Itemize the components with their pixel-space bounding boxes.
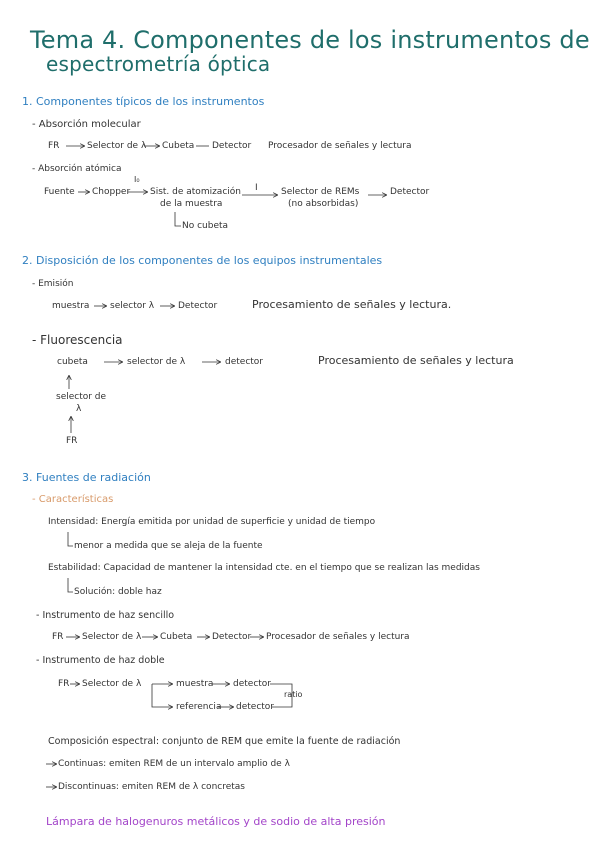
fl-flow-selector: selector de λ [127,357,186,367]
am-flow-fr: FR [48,141,60,151]
hs-flow-cubeta: Cubeta [160,632,193,642]
absorcion-molecular-label: - Absorción molecular [32,119,141,130]
estabilidad-text: Estabilidad: Capacidad de mantener la intensidad cte. en el tiempo que se realizan las medidas [48,563,480,573]
em-flow-muestra: muestra [52,301,90,311]
hd-ratio: ratio [284,690,303,699]
emision-label: - Emisión [32,279,74,289]
em-processor: Procesamiento de señales y lectura. [252,298,452,311]
lampara-text: Lámpara de halogenuros metálicos y de sodio de alta presión [46,815,386,828]
intensidad-text: Intensidad: Energía emitida por unidad de superficie y unidad de tiempo [48,517,376,527]
estabilidad-sub: Solución: doble haz [74,587,162,597]
fl-flow-cubeta: cubeta [57,357,88,367]
aa-i: I [255,183,258,193]
page-title-line2: espectrometría óptica [46,52,271,76]
fl-selector-line2: λ [76,404,82,414]
aa-detector: Detector [390,187,430,197]
fluorescencia-label: - Fluorescencia [32,333,123,347]
am-processor: Procesador de señales y lectura [268,141,412,151]
aa-fuente: Fuente [44,187,75,197]
fl-fr: FR [66,436,78,446]
aa-i0: I₀ [134,175,140,184]
composicion-text: Composición espectral: conjunto de REM que emite la fuente de radiación [48,736,401,747]
aa-selector-line2: (no absorbidas) [288,199,359,209]
hd-selector: Selector de λ [82,679,142,689]
fl-flow-detector: detector [225,357,263,367]
discontinuas-text: Discontinuas: emiten REM de λ concretas [58,782,245,792]
haz-doble-label: - Instrumento de haz doble [36,655,165,666]
hs-flow-processor: Procesador de señales y lectura [266,632,410,642]
intensidad-bracket [68,532,73,546]
fl-processor: Procesamiento de señales y lectura [318,354,514,367]
fl-selector-line1: selector de [56,392,107,402]
em-flow-detector: Detector [178,301,218,311]
section-1-heading: 1. Componentes típicos de los instrumentos [22,95,265,108]
intensidad-sub: menor a medida que se aleja de la fuente [74,541,263,551]
aa-no-cubeta: No cubeta [182,221,229,231]
am-flow-detector: Detector [212,141,252,151]
section-3-heading: 3. Fuentes de radiación [22,471,151,484]
aa-sist-line2: de la muestra [160,199,223,209]
continuas-text: Continuas: emiten REM de un intervalo amplio de λ [58,759,290,769]
hs-flow-detector: Detector [212,632,252,642]
hd-detector-1: detector [233,679,271,689]
em-flow-selector: selector λ [110,301,155,311]
hs-flow-selector: Selector de λ [82,632,142,642]
section-2-heading: 2. Disposición de los componentes de los equipos instrumentales [22,254,383,267]
hd-fr: FR [58,679,70,689]
am-flow-cubeta: Cubeta [162,141,195,151]
hd-split-bracket [152,684,172,707]
aa-chopper: Chopper [92,187,131,197]
hd-detector-2: detector [236,702,274,712]
estabilidad-bracket [68,578,73,592]
caracteristicas-label: - Características [32,494,114,505]
haz-sencillo-label: - Instrumento de haz sencillo [36,610,175,621]
hs-flow-fr: FR [52,632,64,642]
hd-ratio-bracket [270,684,292,707]
aa-selector-line1: Selector de REMs [281,187,360,197]
hd-muestra: muestra [176,679,214,689]
aa-no-cubeta-bracket [175,212,181,226]
aa-sist-line1: Sist. de atomización [150,187,241,197]
absorcion-atomica-label: - Absorción atómica [32,164,122,174]
page-title-line1: Tema 4. Componentes de los instrumentos de [30,26,590,54]
hd-referencia: referencia [176,702,222,712]
am-flow-selector: Selector de λ [87,141,147,151]
